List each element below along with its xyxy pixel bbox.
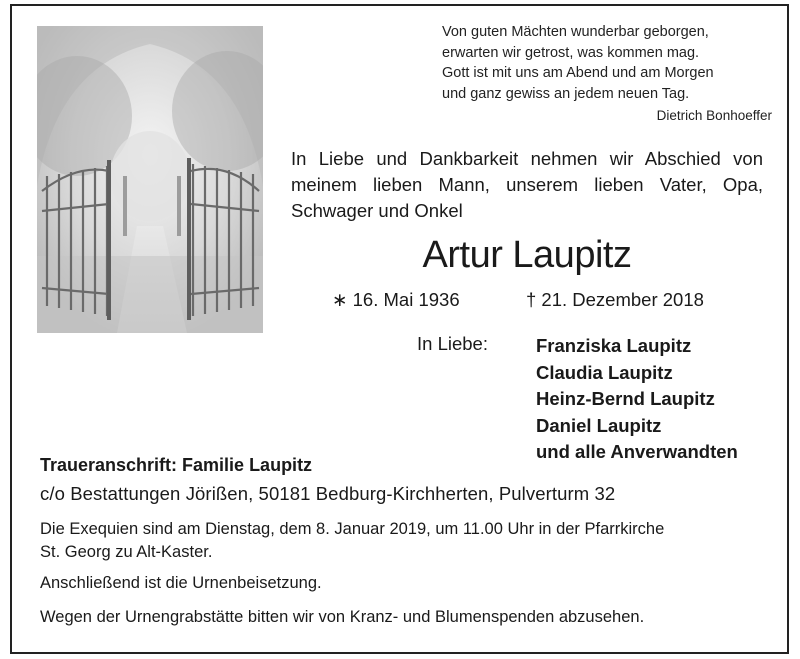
donation-notice: Wegen der Urnengrabstätte bitten wir von Kranz- und Blumenspenden abzusehen. xyxy=(40,608,645,626)
poem-line: Gott ist mit uns am Abend und am Morgen xyxy=(442,65,714,81)
death-date: † 21. Dezember 2018 xyxy=(526,289,704,310)
poem-author: Dietrich Bonhoeffer xyxy=(656,108,772,123)
mourner-name: Franziska Laupitz xyxy=(536,335,692,356)
farewell-line: meinem lieben Mann, unserem lieben Vater, Opa, xyxy=(291,174,763,195)
funeral-notice-line: St. Georg zu Alt-Kaster. xyxy=(40,543,213,561)
farewell-line: Schwager und Onkel xyxy=(291,200,463,221)
mourner-name: Daniel Laupitz xyxy=(536,414,662,436)
mourners-label: In Liebe: xyxy=(417,333,488,354)
mourning-address-title: Traueranschrift: Familie Laupitz xyxy=(40,455,313,475)
obituary-frame xyxy=(10,4,789,654)
poem-line: Von guten Mächten wunderbar geborgen, xyxy=(442,24,709,40)
mourners-list xyxy=(536,333,738,466)
funeral-notice xyxy=(40,518,780,564)
deceased-name: Artur Laupitz xyxy=(422,234,632,276)
open-garden-gate-icon xyxy=(37,26,263,333)
farewell-text xyxy=(291,146,763,224)
mourner-name: Heinz-Bernd Laupitz xyxy=(536,388,715,409)
garden-gate-photo xyxy=(37,26,263,333)
birth-date: ∗ 16. Mai 1936 xyxy=(332,289,460,310)
funeral-notice-line: Die Exequien sind am Dienstag, dem 8. Januar 2019, um 11.00 Uhr in der Pfarrkirche xyxy=(40,520,665,538)
mourner-name: Claudia Laupitz xyxy=(536,361,673,383)
mourner-name: und alle Anverwandten xyxy=(536,441,738,462)
farewell-line: In Liebe und Dankbarkeit nehmen wir Abschied von xyxy=(291,148,763,169)
poem xyxy=(442,22,772,127)
poem-line: erwarten wir getrost, was kommen mag. xyxy=(442,44,700,61)
poem-line: und ganz gewiss an jedem neuen Tag. xyxy=(442,85,690,102)
mourning-address: c/o Bestattungen Jörißen, 50181 Bedburg-Kirchherten, Pulverturm 32 xyxy=(40,483,616,504)
urn-burial-notice: Anschließend ist die Urnenbeisetzung. xyxy=(40,574,322,592)
